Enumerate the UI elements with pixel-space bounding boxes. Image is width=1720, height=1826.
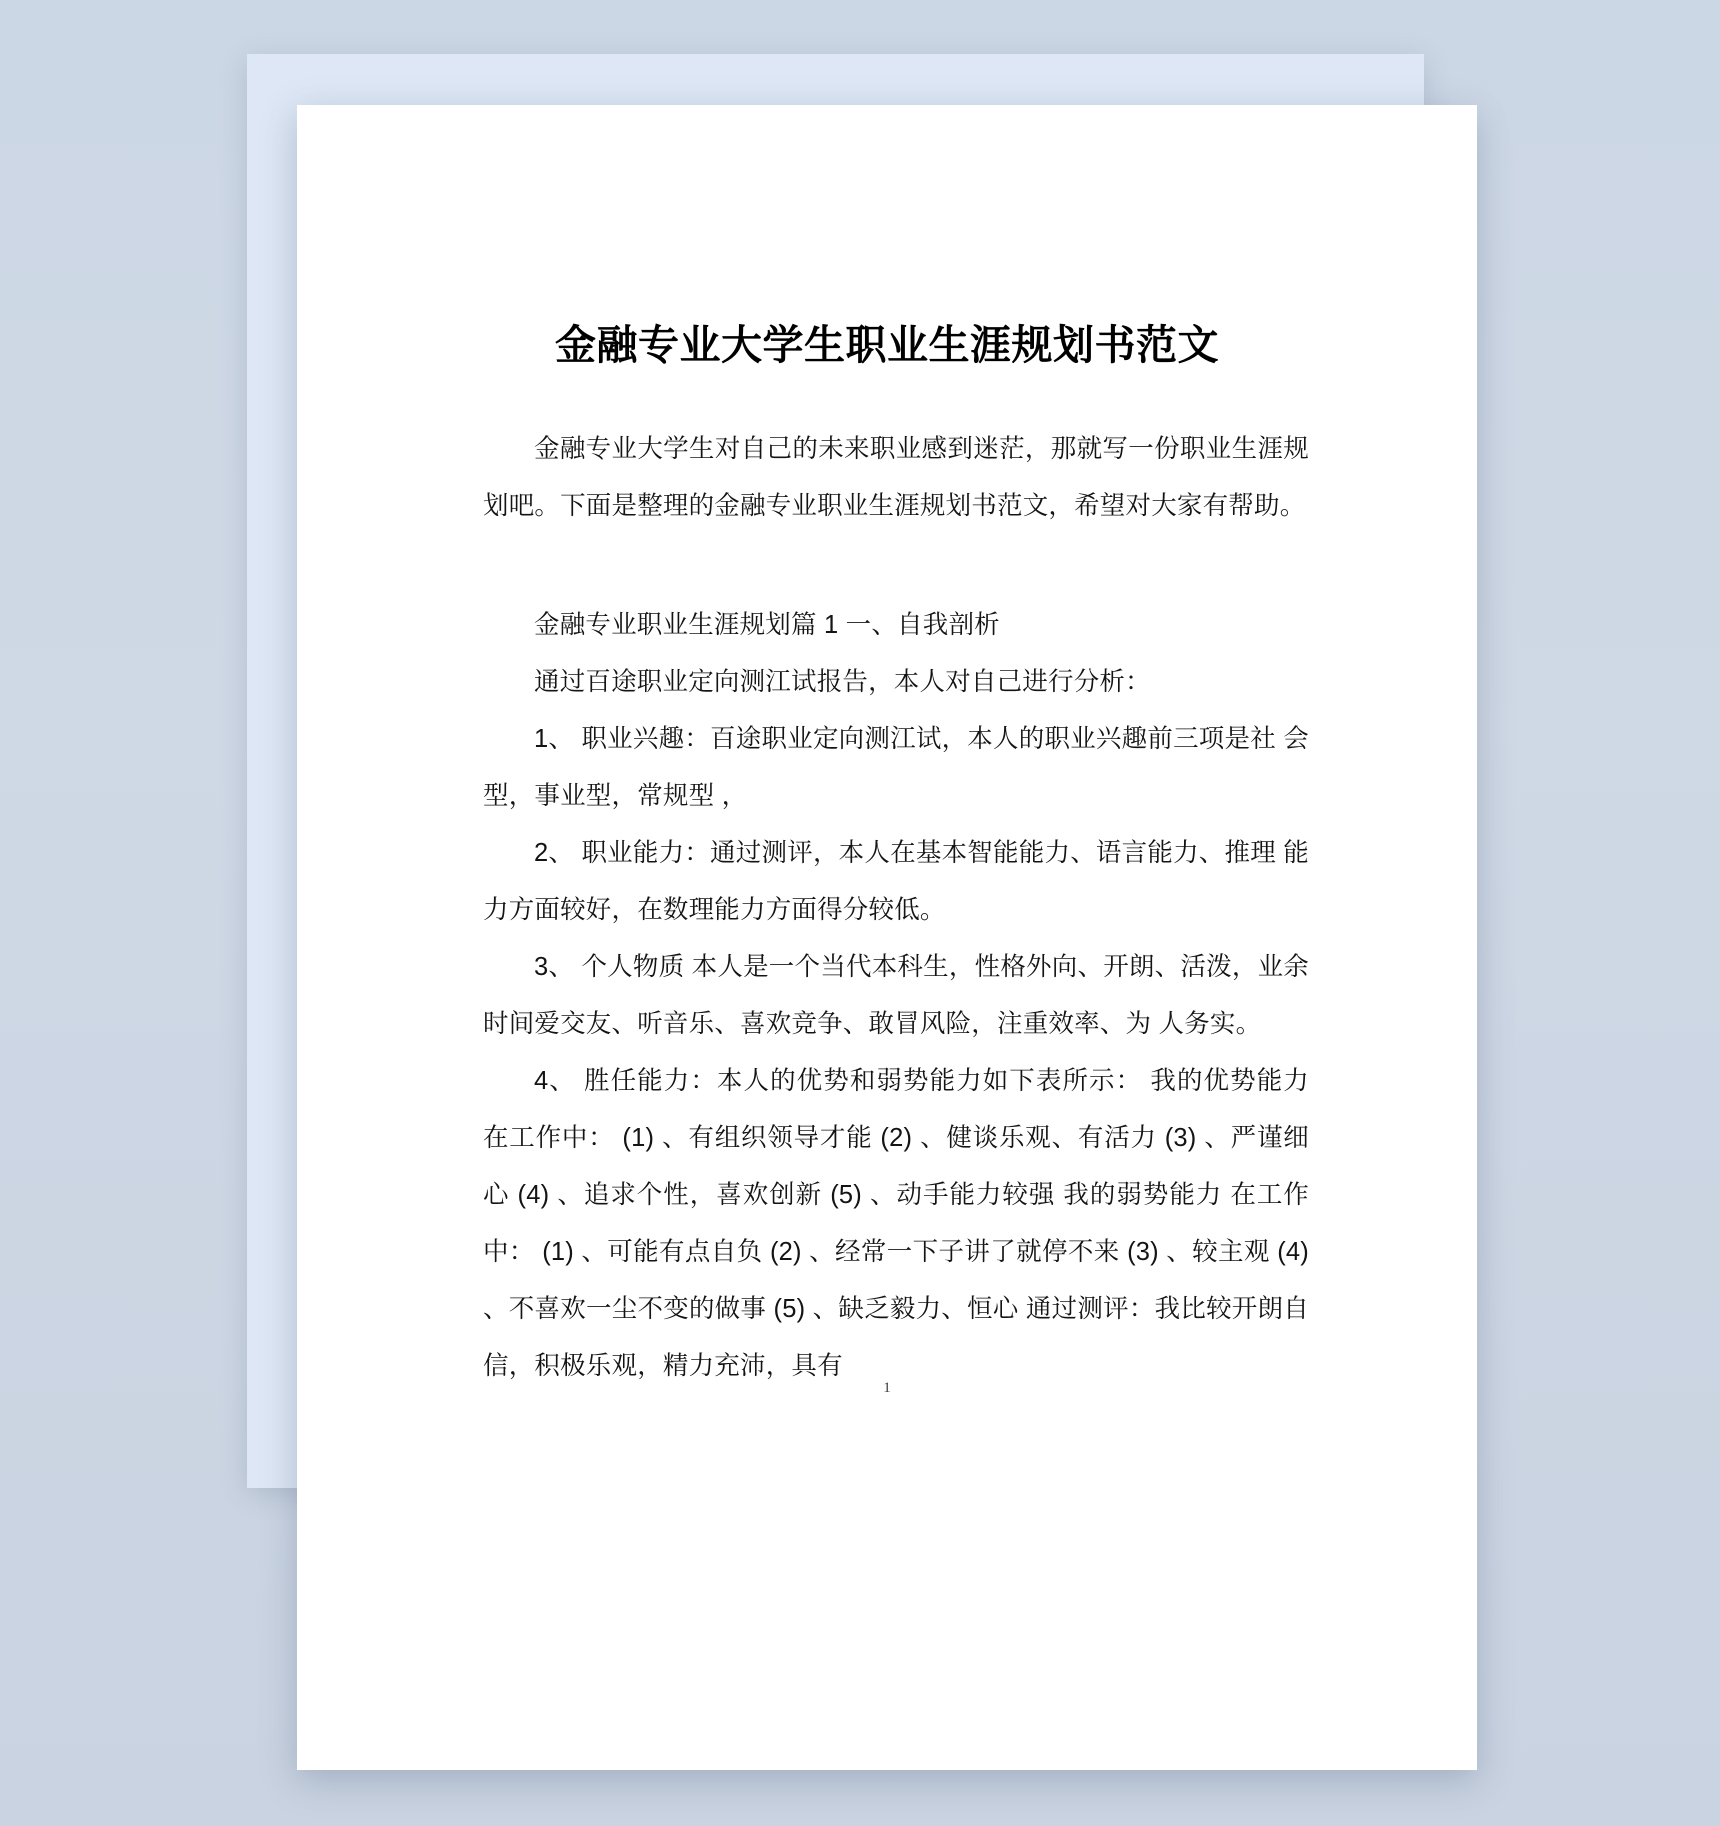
- paragraph-spacer: [483, 535, 1309, 597]
- page-number: 1: [883, 1380, 891, 1396]
- paragraph-item-3: 3、 个人物质 本人是一个当代本科生，性格外向、开朗、活泼，业余时间爱交友、听音乐、喜欢竞争、敢冒风险，注重效率、为 人务实。: [483, 953, 1309, 1038]
- document-page: [297, 105, 1477, 1770]
- paragraph-intro: 金融专业大学生对自己的未来职业感到迷茫，那就写一份职业生涯规划吧。下面是整理的金融专业职业生涯规划书范文，希望对大家有帮助。: [483, 435, 1309, 520]
- paragraph-item-1: 1、 职业兴趣：百途职业定向测江试，本人的职业兴趣前三项是社 会型，事业型，常规型 ，: [483, 725, 1309, 810]
- document-title: 金融专业大学生职业生涯规划书范文: [555, 322, 1219, 369]
- paragraph-section-heading: 金融专业职业生涯规划篇 1 一、自我剖析: [534, 611, 1000, 639]
- document-body: [483, 421, 1309, 1395]
- paragraph-item-4: 4、 胜任能力：本人的优势和弱势能力如下表所示： 我的优势能力 在工作中： (1) 、有组织领导才能 (2) 、健谈乐观、有活力 (3) 、严谨细心 (4) 、追求个性，喜欢创新 (5) 、动手能力较强 我的弱势能力 在工作中： (1) 、可能有点自负 (2) 、经常一下子讲了就停不来 (3) 、较主观 (4) 、不喜欢一尘不变的做事 (5) 、缺乏毅力、恒心 通过测评：我比较开朗自信，积极乐观，精力充沛，具有: [483, 1067, 1309, 1380]
- paragraph-item-2: 2、 职业能力：通过测评，本人在基本智能能力、语言能力、推理 能力方面较好，在数理能力方面得分较低。: [483, 839, 1309, 924]
- document-page-content: [297, 105, 1477, 1770]
- paragraph-analysis-lead: 通过百途职业定向测江试报告，本人对自己进行分析：: [534, 668, 1151, 696]
